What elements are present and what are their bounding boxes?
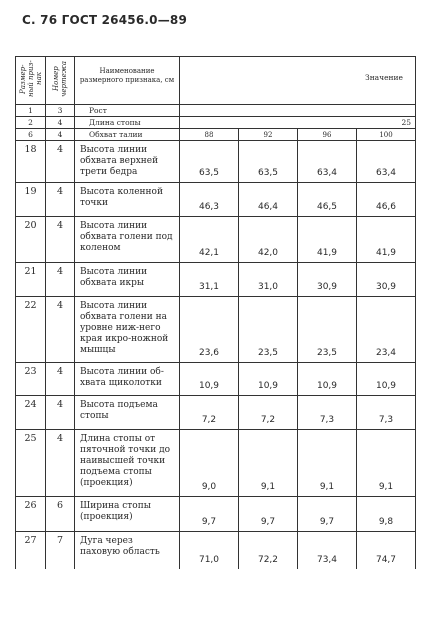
value-cell: 10,9 xyxy=(357,363,416,396)
value-cell: 42,0 xyxy=(239,217,298,263)
value-cell: 23,5 xyxy=(239,297,298,363)
value-cell: 42,1 xyxy=(180,217,239,263)
value-cell: 71,0 xyxy=(180,532,239,569)
row-number: 26 xyxy=(16,497,46,532)
row-value: 25 xyxy=(180,117,416,129)
row-name: Высота подъема стопы xyxy=(75,396,180,430)
row-count: 4 xyxy=(46,263,75,297)
row-number: 27 xyxy=(16,532,46,569)
value-cell: 63,4 xyxy=(298,141,357,183)
value-cell: 74,7 xyxy=(357,532,416,569)
value-cell: 72,2 xyxy=(239,532,298,569)
value-cell: 73,4 xyxy=(298,532,357,569)
row-number: 24 xyxy=(16,396,46,430)
value-cell: 23,4 xyxy=(357,297,416,363)
row-name: Высота коленной точки xyxy=(75,183,180,217)
row-number: 1 xyxy=(16,105,46,117)
value-cell: 10,9 xyxy=(298,363,357,396)
value-cell: 9,8 xyxy=(357,497,416,532)
row-name: Дуга через паховую область xyxy=(75,532,180,569)
table-row xyxy=(16,263,416,297)
row-number: 19 xyxy=(16,183,46,217)
row-number: 20 xyxy=(16,217,46,263)
column-header-name: Наименование размерного признака, см xyxy=(75,57,180,105)
table-row xyxy=(16,430,416,497)
row-name: Высота линии об-хвата щиколотки xyxy=(75,363,180,396)
value-cell: 23,6 xyxy=(180,297,239,363)
value-cell: 10,9 xyxy=(239,363,298,396)
value-cell: 7,3 xyxy=(298,396,357,430)
table-row xyxy=(16,141,416,183)
table-row xyxy=(16,183,416,217)
value-cell: 31,1 xyxy=(180,263,239,297)
size-cell: 100 xyxy=(357,129,416,141)
column-header-count: Номер чертежа xyxy=(46,57,75,105)
page-header: С. 76 ГОСТ 26456.0—89 xyxy=(22,13,187,27)
value-cell: 9,1 xyxy=(298,430,357,497)
value-cell: 46,6 xyxy=(357,183,416,217)
value-cell: 30,9 xyxy=(357,263,416,297)
size-cell: 96 xyxy=(298,129,357,141)
row-name: Высота линии обхвата верхней трети бедра xyxy=(75,141,180,183)
table-row xyxy=(16,117,416,129)
value-cell: 10,9 xyxy=(180,363,239,396)
value-cell: 46,3 xyxy=(180,183,239,217)
table-row xyxy=(16,532,416,569)
value-cell: 9,7 xyxy=(180,497,239,532)
size-cell: 92 xyxy=(239,129,298,141)
value-cell: 7,2 xyxy=(180,396,239,430)
row-name: Обхват талии xyxy=(75,129,180,141)
row-number: 25 xyxy=(16,430,46,497)
value-cell: 9,1 xyxy=(357,430,416,497)
value-cell: 30,9 xyxy=(298,263,357,297)
value-cell: 9,7 xyxy=(239,497,298,532)
row-name: Высота линии обхвата голени на уровне ниж-него края икро-ножной мышцы xyxy=(75,297,180,363)
table-row xyxy=(16,129,416,141)
value-cell: 63,5 xyxy=(180,141,239,183)
row-count: 4 xyxy=(46,396,75,430)
table-row xyxy=(16,497,416,532)
table-row xyxy=(16,217,416,263)
value-cell: 7,3 xyxy=(357,396,416,430)
row-value xyxy=(180,105,416,117)
value-cell: 9,7 xyxy=(298,497,357,532)
row-number: 18 xyxy=(16,141,46,183)
row-name: Высота линии обхвата икры xyxy=(75,263,180,297)
row-count: 4 xyxy=(46,183,75,217)
table-row xyxy=(16,363,416,396)
row-number: 22 xyxy=(16,297,46,363)
row-count: 4 xyxy=(46,217,75,263)
row-number: 23 xyxy=(16,363,46,396)
value-cell: 63,4 xyxy=(357,141,416,183)
table-row xyxy=(16,396,416,430)
value-cell: 46,4 xyxy=(239,183,298,217)
column-header-value: Значение xyxy=(180,57,416,105)
row-count: 7 xyxy=(46,532,75,569)
table-row xyxy=(16,105,416,117)
value-cell: 9,0 xyxy=(180,430,239,497)
value-cell: 63,5 xyxy=(239,141,298,183)
column-header-number: Размер-ный приз-нак xyxy=(16,57,46,105)
value-cell: 31,0 xyxy=(239,263,298,297)
row-count: 4 xyxy=(46,430,75,497)
row-number: 2 xyxy=(16,117,46,129)
row-name: Высота линии обхвата голени под коленом xyxy=(75,217,180,263)
row-count: 4 xyxy=(46,117,75,129)
row-count: 4 xyxy=(46,363,75,396)
row-name: Длина стопы от пяточной точки до наивысшей точки подъема стопы (проекция) xyxy=(75,430,180,497)
row-name: Рост xyxy=(75,105,180,117)
row-count: 6 xyxy=(46,497,75,532)
value-cell: 7,2 xyxy=(239,396,298,430)
row-name: Длина стопы xyxy=(75,117,180,129)
value-cell: 9,1 xyxy=(239,430,298,497)
value-cell: 23,5 xyxy=(298,297,357,363)
value-cell: 46,5 xyxy=(298,183,357,217)
value-cell: 41,9 xyxy=(298,217,357,263)
row-number: 6 xyxy=(16,129,46,141)
row-count: 4 xyxy=(46,141,75,183)
size-cell: 88 xyxy=(180,129,239,141)
row-count: 3 xyxy=(46,105,75,117)
table-row xyxy=(16,297,416,363)
row-number: 21 xyxy=(16,263,46,297)
row-count: 4 xyxy=(46,297,75,363)
measurements-table xyxy=(15,56,416,569)
row-count: 4 xyxy=(46,129,75,141)
value-cell: 41,9 xyxy=(357,217,416,263)
row-name: Ширина стопы (проекция) xyxy=(75,497,180,532)
